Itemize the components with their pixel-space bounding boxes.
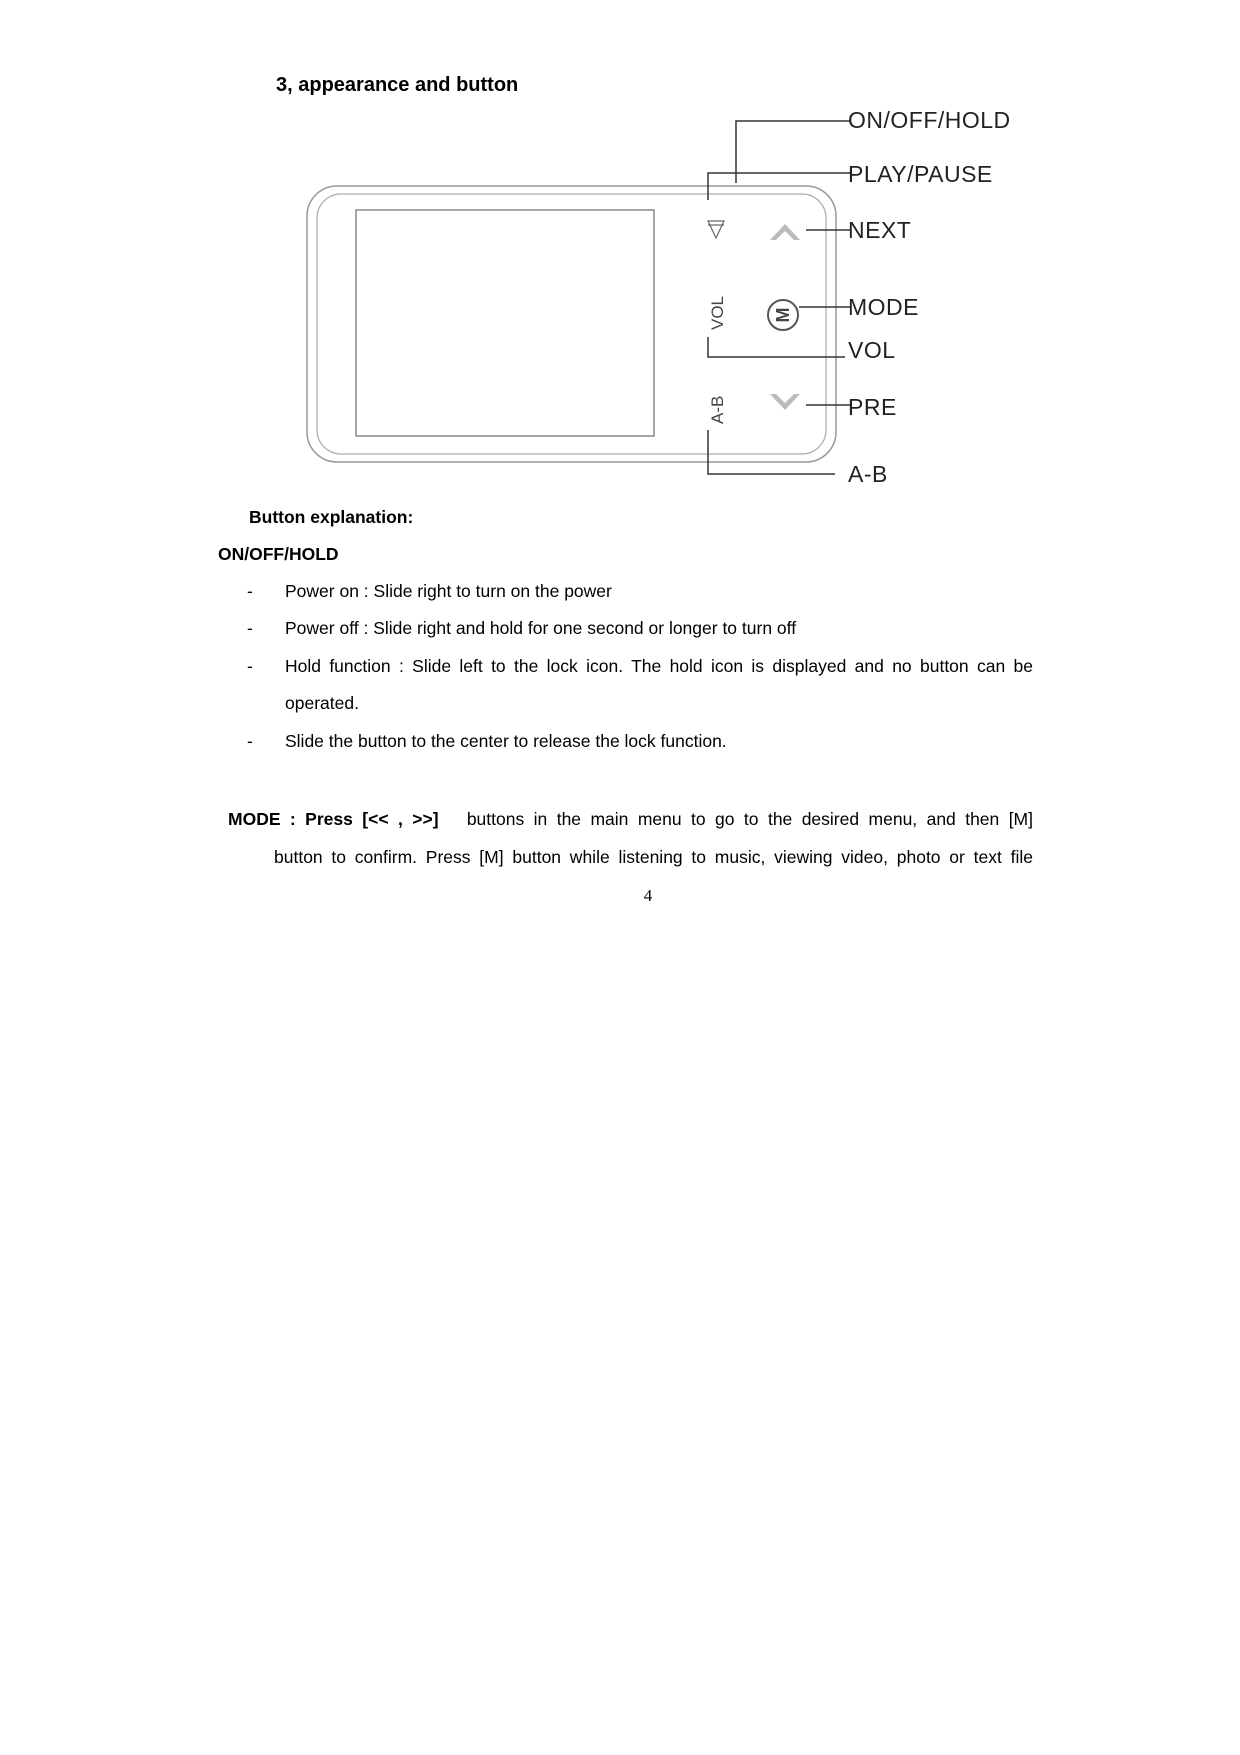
bullet-dash: -: [247, 618, 253, 638]
callout-next: NEXT: [848, 217, 912, 243]
callout-play-pause: PLAY/PAUSE: [848, 161, 993, 187]
bullet-text-continuation: operated.: [285, 693, 359, 713]
list-item: [0, 656, 1240, 680]
callout-vol: VOL: [848, 337, 896, 363]
list-item: [0, 581, 1240, 605]
list-item: [0, 618, 1240, 642]
callout-on-off-hold: ON/OFF/HOLD: [848, 107, 1011, 133]
mode-paragraph-line-1: [228, 809, 1033, 830]
mode-label: MODE : Press [<< , >>]: [228, 809, 439, 829]
bullet-dash: -: [247, 656, 253, 676]
device-screen: [356, 210, 654, 436]
bullet-text: Slide the button to the center to release the lock function.: [285, 731, 727, 751]
bullet-text: Hold function : Slide left to the lock icon. The hold icon is displayed and no button can be: [285, 656, 1033, 676]
bullet-text: Power on : Slide right to turn on the power: [285, 581, 612, 601]
play-pause-icon: [708, 221, 724, 238]
callout-mode: MODE: [848, 294, 919, 320]
mode-line1-text: buttons in the main menu to go to the desired menu, and then [M]: [466, 809, 1034, 829]
section-title: 3, appearance and button: [276, 74, 519, 96]
list-item: [0, 731, 1240, 755]
device-vol-label: VOL: [708, 295, 727, 330]
button-explanation-heading: Button explanation:: [249, 507, 414, 527]
bullet-dash: -: [247, 731, 253, 751]
bullet-dash: -: [247, 581, 253, 601]
bullet-text: Power off : Slide right and hold for one second or longer to turn off: [285, 618, 797, 638]
leader-vol: [708, 337, 845, 357]
device-inner-outline: [317, 194, 826, 454]
callout-pre: PRE: [848, 394, 897, 420]
callout-ab: A-B: [848, 461, 888, 487]
on-off-hold-heading: ON/OFF/HOLD: [218, 544, 339, 564]
mode-button-icon: [768, 300, 798, 330]
device-diagram: [0, 0, 1240, 500]
device-outer-outline: [307, 186, 836, 462]
pre-button-icon: [770, 394, 800, 410]
device-ab-label: A-B: [708, 395, 727, 424]
page-number: 4: [643, 886, 653, 905]
next-button-icon: [770, 224, 800, 240]
mode-button-letter: M: [773, 307, 793, 323]
list-item-continuation: [0, 693, 1240, 717]
leader-ab: [708, 430, 835, 474]
mode-paragraph-line-2: button to confirm. Press [M] button while listening to music, viewing video, photo or text file: [274, 847, 1033, 867]
